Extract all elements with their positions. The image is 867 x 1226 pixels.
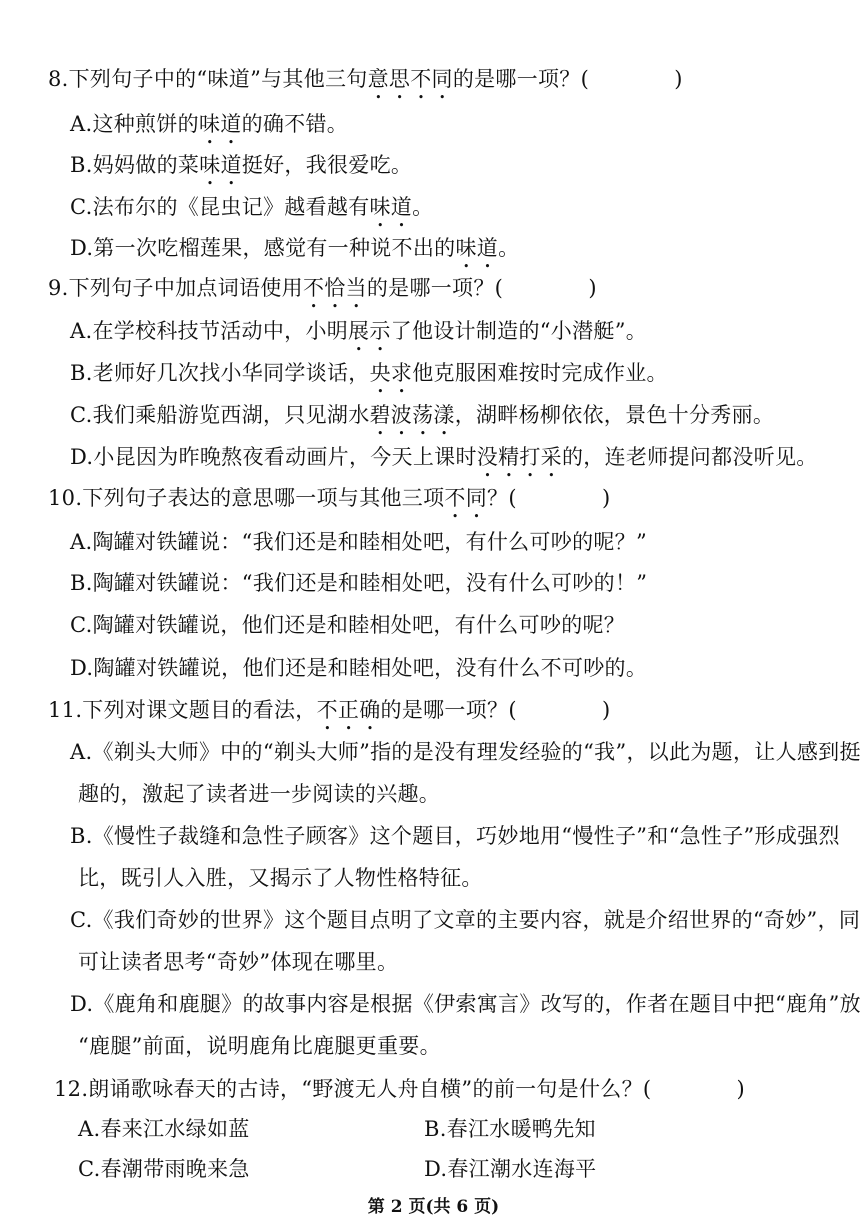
q11-stem-b: 的是哪一项？( )	[380, 698, 611, 722]
question-8-option-d	[70, 235, 519, 273]
question-10-option-a: A.陶罐对铁罐说：“我们还是和睦相处吧，有什么可吵的呢？”	[70, 530, 648, 554]
question-11-option-a-line1: A.《剃头大师》中的“剃头大师”指的是没有理发经验的“我”，以此为题，让人感到挺	[70, 740, 861, 764]
q9-b-pre: B.老师好几次找小华同学谈话，	[70, 361, 370, 385]
question-11-option-c-line2: 可让读者思考“奇妙”体现在哪里。	[78, 950, 399, 974]
question-11-option-d-line1: D.《鹿角和鹿腿》的故事内容是根据《伊索寓言》改写的，作者在题目中把“鹿角”放	[70, 992, 861, 1016]
q8-stem-a: 8.下列句子中的“味道”与其他三句	[48, 67, 368, 91]
q8-b-post: 挺好，我很爱吃。	[241, 153, 413, 177]
q8-a-pre: A.这种煎饼的	[70, 112, 199, 136]
q9-b-post: 他克服困难按时完成作业。	[412, 361, 668, 385]
q9-c-post: ，湖畔杨柳依依，景色十分秀丽。	[454, 403, 775, 427]
question-9-option-d	[70, 444, 818, 482]
q9-stem-b: 的是哪一项？( )	[366, 276, 597, 300]
q9-stem-a: 9.下列句子中加点词语使用	[48, 276, 303, 300]
q8-d-dotted: 味道	[455, 236, 499, 260]
question-12-option-d: D.春江潮水连海平	[424, 1157, 597, 1181]
q10-stem-a: 10.下列句子表达的意思哪一项与其他三项	[48, 486, 445, 510]
q9-c-pre: C.我们乘船游览西湖，只见湖水	[70, 403, 370, 427]
q9-stem-dotted: 不恰当	[302, 276, 367, 300]
question-10-option-b: B.陶罐对铁罐说：“我们还是和睦相处吧，没有什么可吵的！”	[70, 571, 648, 595]
question-8-stem	[48, 66, 683, 104]
question-11-option-b-line1: B.《慢性子裁缝和急性子顾客》这个题目，巧妙地用“慢性子”和“急性子”形成强烈	[70, 824, 840, 848]
question-8-option-c	[70, 194, 433, 232]
question-10-option-c: C.陶罐对铁罐说，他们还是和睦相处吧，有什么可吵的呢？	[70, 613, 626, 637]
q8-d-post: 。	[498, 236, 520, 260]
q9-d-pre: D.小昆因为昨晚熬夜看动画片，今天上课时	[70, 445, 477, 469]
question-11-option-b-line2: 比，既引人入胜，又揭示了人物性格特征。	[78, 866, 483, 890]
question-12-option-c: C.春潮带雨晚来急	[78, 1157, 250, 1181]
q9-b-dotted: 央求	[369, 361, 413, 385]
q8-a-dotted: 味道	[198, 112, 242, 136]
q9-a-dotted: 展示	[348, 319, 391, 343]
q8-b-pre: B.妈妈做的菜	[70, 153, 200, 177]
question-9-option-b	[70, 360, 668, 398]
q9-a-pre: A.在学校科技节活动中，小明	[70, 319, 349, 343]
q9-d-post: 的，连老师提问都没听见。	[561, 445, 818, 469]
page-footer: 第 2 页(共 6 页)	[367, 1197, 500, 1217]
q9-d-dotted: 没精打采	[476, 445, 562, 469]
q11-stem-a: 11.下列对课文题目的看法，	[48, 698, 317, 722]
q10-stem-dotted: 不同	[444, 486, 488, 510]
question-10-option-d: D.陶罐对铁罐说，他们还是和睦相处吧，没有什么不可吵的。	[70, 656, 648, 680]
q9-a-post: 了他设计制造的“小潜艇”。	[390, 319, 648, 343]
question-11-option-c-line1: C.《我们奇妙的世界》这个题目点明了文章的主要内容，就是介绍世界的“奇妙”，同	[70, 908, 861, 932]
q8-c-post: 。	[412, 195, 434, 219]
question-12-option-b: B.春江水暖鸭先知	[424, 1117, 596, 1141]
q10-stem-b: ？( )	[487, 486, 611, 510]
question-9-option-c	[70, 402, 774, 440]
question-9-option-a	[70, 318, 647, 356]
q8-c-pre: C.法布尔的《昆虫记》越看越有	[70, 195, 370, 219]
question-9-stem	[48, 275, 597, 313]
question-12-stem: 12.朗诵歌咏春天的古诗，“野渡无人舟自横”的前一句是什么？( )	[54, 1077, 746, 1101]
question-11-option-d-line2: “鹿腿”前面，说明鹿角比鹿腿更重要。	[78, 1034, 441, 1058]
q8-stem-dotted: 意思不同	[367, 67, 453, 91]
question-10-stem	[48, 485, 611, 523]
q8-d-pre: D.第一次吃榴莲果，感觉有一种说不出的	[70, 236, 456, 260]
q8-a-post: 的确不错。	[241, 112, 349, 136]
q8-c-dotted: 味道	[369, 195, 413, 219]
q8-b-dotted: 味道	[199, 153, 242, 177]
question-8-option-b	[70, 152, 412, 190]
question-8-option-a	[70, 111, 348, 149]
question-11-stem	[48, 697, 611, 735]
question-12-option-a: A.春来江水绿如蓝	[78, 1117, 250, 1141]
q9-c-dotted: 碧波荡漾	[369, 403, 455, 427]
q11-stem-dotted: 不正确	[316, 698, 381, 722]
question-11-option-a-line2: 趣的，激起了读者进一步阅读的兴趣。	[78, 782, 441, 806]
q8-stem-b: 的是哪一项？( )	[452, 67, 683, 91]
